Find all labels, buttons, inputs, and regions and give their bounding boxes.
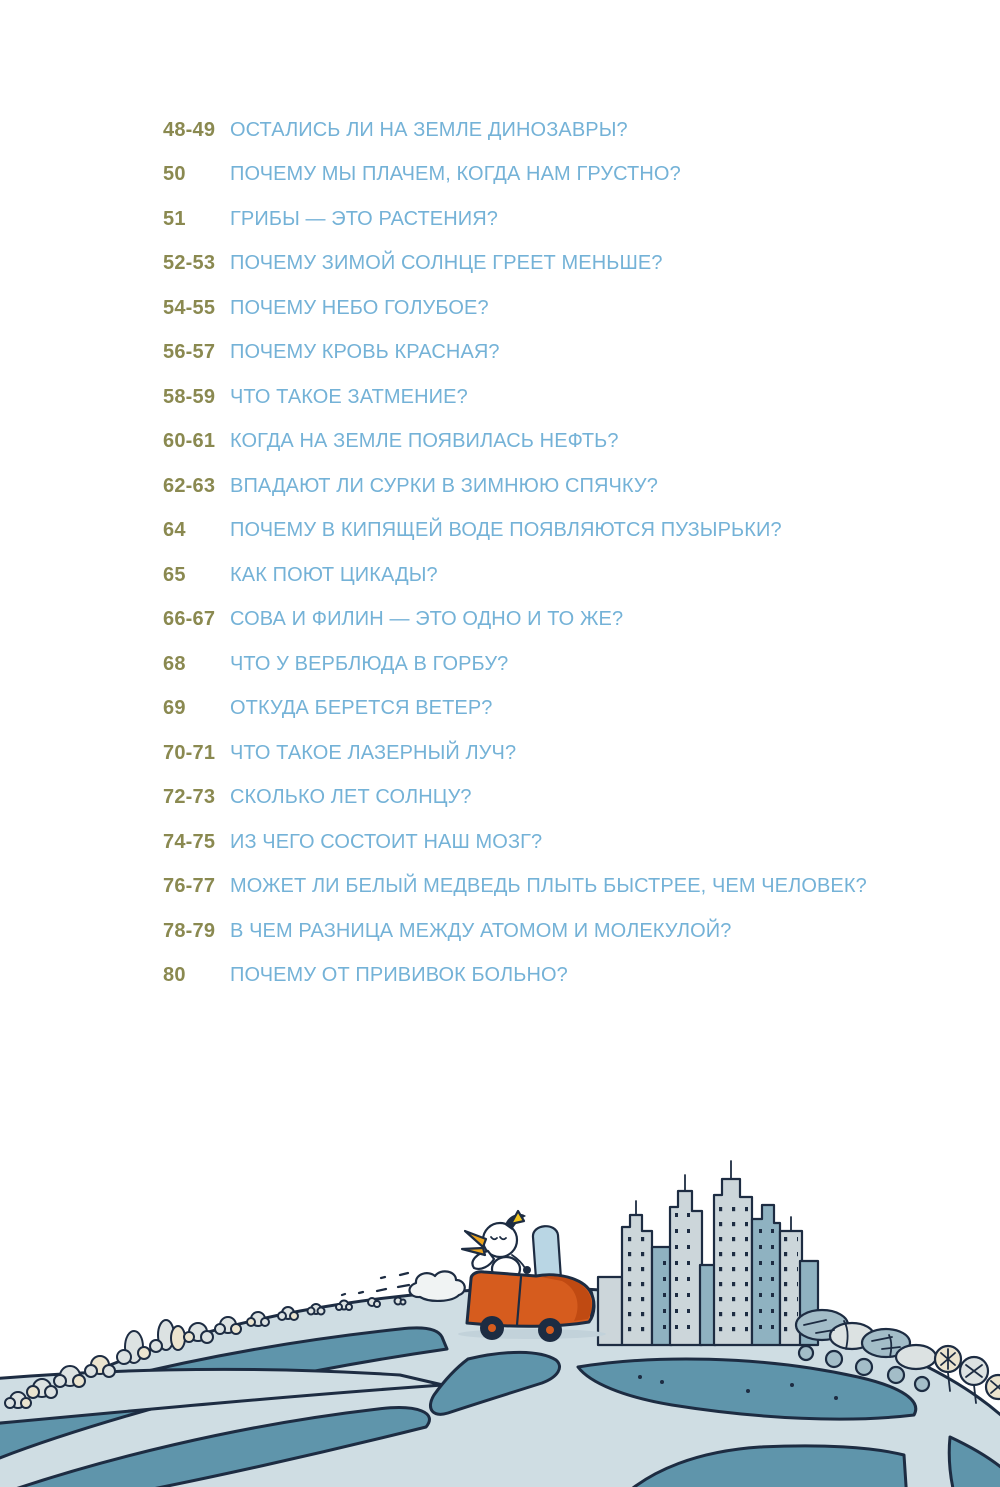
toc-page-number: 76-77: [163, 875, 216, 898]
toc-entry-title: ОТКУДА БЕРЕТСЯ ВЕТЕР?: [230, 697, 493, 720]
toc-entry-title: ГРИБЫ — ЭТО РАСТЕНИЯ?: [230, 207, 499, 230]
toc-entry: [163, 954, 973, 999]
toc-entry: [163, 197, 973, 242]
building-windows: [756, 1225, 776, 1339]
toc-page-number: 54-55: [163, 296, 216, 319]
toc-entry: [163, 642, 973, 687]
wheel-hub: [546, 1326, 554, 1334]
toc-entry-title: В ЧЕМ РАЗНИЦА МЕЖДУ АТОМОМ И МОЛЕКУЛОЙ?: [230, 919, 732, 942]
city-skyline: [598, 1161, 818, 1345]
toc-page-number: 68: [163, 652, 186, 675]
leafy-tree: [986, 1375, 1000, 1399]
hilltop-illustration: [0, 1127, 1000, 1487]
car-shadow: [458, 1329, 606, 1339]
building-windows: [674, 1213, 698, 1339]
bush-cluster: [215, 1317, 241, 1334]
bush-cluster: [184, 1323, 213, 1343]
toc-entry-title: ПОЧЕМУ ЗИМОЙ СОЛНЦЕ ГРЕЕТ МЕНЬШЕ?: [230, 252, 663, 275]
wheel-hub: [488, 1324, 496, 1332]
toc-entry: [163, 731, 973, 776]
building-windows: [656, 1253, 668, 1339]
toc-entry: [163, 776, 973, 821]
exhaust-trail: [342, 1273, 409, 1295]
toc-entry-title: ЧТО У ВЕРБЛЮДА В ГОРБУ?: [230, 652, 509, 675]
toc-page-number: 56-57: [163, 341, 216, 364]
toc-entry: [163, 375, 973, 420]
toc-page-number: 52-53: [163, 252, 216, 275]
toc-page-number: 51: [163, 207, 186, 230]
toc-page-number: 78-79: [163, 919, 216, 942]
bush-cluster: [278, 1307, 298, 1320]
exhaust-smoke: [409, 1271, 464, 1301]
toc-page-number: 70-71: [163, 741, 216, 764]
duck-beak: [462, 1231, 486, 1255]
bush-cluster: [150, 1320, 185, 1352]
toc-entry: [163, 598, 973, 643]
bush-cluster: [247, 1312, 269, 1326]
toc-entry-title: ЧТО ТАКОЕ ЗАТМЕНИЕ?: [230, 385, 468, 408]
toc-page-number: 64: [163, 519, 186, 542]
toc-page-number: 48-49: [163, 118, 216, 141]
toc-entry: [163, 286, 973, 331]
toc-page-number: 60-61: [163, 430, 216, 453]
building-windows: [625, 1233, 649, 1339]
toc-entry-title: ПОЧЕМУ В КИПЯЩЕЙ ВОДЕ ПОЯВЛЯЮТСЯ ПУЗЫРЬКИ?: [230, 519, 782, 542]
toc-entry: [163, 420, 973, 465]
toc-entry-title: ВПАДАЮТ ЛИ СУРКИ В ЗИМНЮЮ СПЯЧКУ?: [230, 474, 658, 497]
bush-cluster: [308, 1304, 325, 1315]
toc-page-number: 66-67: [163, 608, 216, 631]
toc-entry: [163, 909, 973, 954]
toc-entry-title: СКОЛЬКО ЛЕТ СОЛНЦУ?: [230, 786, 472, 809]
toc-entry-title: КОГДА НА ЗЕМЛЕ ПОЯВИЛАСЬ НЕФТЬ?: [230, 430, 619, 453]
toc-entry: [163, 687, 973, 732]
bush-cluster: [54, 1366, 85, 1387]
toc-page-number: 74-75: [163, 830, 216, 853]
toc-entry: [163, 242, 973, 287]
toc-page-number: 58-59: [163, 385, 216, 408]
toc-entry-title: ПОЧЕМУ НЕБО ГОЛУБОЕ?: [230, 296, 489, 319]
windshield: [533, 1226, 561, 1279]
steering-wheel: [523, 1266, 531, 1274]
duck-character: [462, 1211, 531, 1281]
toc-entry: [163, 865, 973, 910]
bush-cluster: [117, 1331, 150, 1364]
toc-page-number: 50: [163, 163, 186, 186]
toc-page-number: 65: [163, 563, 186, 586]
toc-entry: [163, 820, 973, 865]
bush-cluster: [85, 1356, 115, 1377]
toc-entry-title: ПОЧЕМУ ОТ ПРИВИВОК БОЛЬНО?: [230, 964, 568, 987]
toc-entry-title: СОВА И ФИЛИН — ЭТО ОДНО И ТО ЖЕ?: [230, 608, 624, 631]
toc-page-number: 62-63: [163, 474, 216, 497]
toc-page-number: 72-73: [163, 786, 216, 809]
toc-entry: [163, 553, 973, 598]
toc-page-number: 69: [163, 697, 186, 720]
toc-entry-title: ЧТО ТАКОЕ ЛАЗЕРНЫЙ ЛУЧ?: [230, 741, 517, 764]
toc-entry: [163, 108, 973, 153]
toc-entry: [163, 153, 973, 198]
toc-entry: [163, 509, 973, 554]
toc-entry: [163, 331, 973, 376]
toc-entry-title: КАК ПОЮТ ЦИКАДЫ?: [230, 563, 438, 586]
toc-entry-title: ОСТАЛИСЬ ЛИ НА ЗЕМЛЕ ДИНОЗАВРЫ?: [230, 118, 628, 141]
toc-entry-title: ИЗ ЧЕГО СОСТОИТ НАШ МОЗГ?: [230, 830, 543, 853]
toc-entry-title: ПОЧЕМУ МЫ ПЛАЧЕМ, КОГДА НАМ ГРУСТНО?: [230, 163, 681, 186]
toc-entry-title: МОЖЕТ ЛИ БЕЛЫЙ МЕДВЕДЬ ПЛЫТЬ БЫСТРЕЕ, ЧЕМ ЧЕЛОВЕК?: [230, 875, 867, 898]
toc-entry-title: ПОЧЕМУ КРОВЬ КРАСНАЯ?: [230, 341, 500, 364]
toc-entry: [163, 464, 973, 509]
toc-page-number: 80: [163, 964, 186, 987]
building-windows: [718, 1199, 748, 1339]
table-of-contents: [163, 108, 973, 998]
